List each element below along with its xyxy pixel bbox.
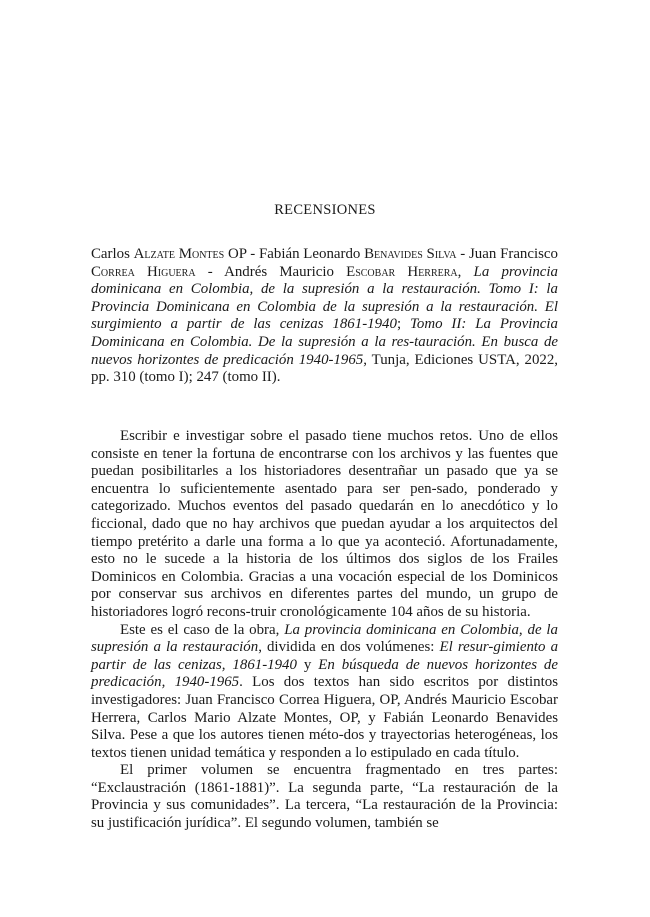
review-paragraph-3: El primer volumen se encuentra fragmentado en tres partes: “Exclaustración (1861-1881)”. La segunda parte, “La restauración de la Provincia y sus comunidades”. La tercera, “La restauración de la Provincia: su justificación jurídica”. El segundo volumen, también se bbox=[91, 762, 558, 832]
book-title-volume-2: Tomo II: La Provincia Dominicana en Colombia. De la supresión a la res-tauración. En busca de nuevos horizontes de predicación 1940-1965 bbox=[91, 316, 558, 368]
title-separator: ; bbox=[396, 316, 410, 333]
publication-details: , Tunja, Ediciones USTA, 2022, pp. 310 (tomo I); 247 (tomo II). bbox=[91, 351, 558, 386]
author-first-name: Fabián Leonardo bbox=[258, 246, 365, 262]
paragraph-text: . Los dos textos han sido escritos por distintos investigadores: Juan Francisco Correa Higuera, OP, Andrés Mauricio Escobar Herrera, Carlos Mario Alzate Montes, OP, y Fabián Leonardo Benavides Silva. Pese a que los autores tienen méto-dos y trayectorias heterogéneas, los textos tienen unidad temática y responden a lo estipulado en cada título. bbox=[91, 674, 558, 761]
author-first-name: Juan Francisco bbox=[469, 246, 558, 262]
review-paragraph-1: Escribir e investigar sobre el pasado tiene muchos retos. Uno de ellos consiste en tener la fortuna de encontrarse con los archivos y las fuentes que puedan posibilitarles a los historiadores desentrañar un pasado que ya se encuentra lo suficientemente asentado para ser pen-sado, ponderado y categorizado. Muchos eventos del pasado quedarán en lo anecdótico y lo ficcional, dado que no hay archivos que puedan ayudar a los arquitectos del tiempo pretérito a darle una forma a lo que ya aconteció. Afortunadamente, esto no le sucede a la historia de los últimos dos siglos de los Frailes Dominicos en Colombia. Gracias a una vocación especial de los Dominicos por conservar sus archivos en diferentes partes del mundo, un grupo de historiadores logró recons-truir cronológicamente 104 años de su historia. bbox=[91, 428, 558, 620]
section-title: RECENSIONES bbox=[274, 202, 376, 218]
book-title-volume-1: La provincia dominicana en Colombia, de la supresión a la restauración. Tomo I: la Provincia Dominicana en Colombia de la supresión a la restauración. El surgimiento a partir de las cenizas 1861-1940 bbox=[91, 263, 558, 333]
author-separator: - bbox=[456, 246, 470, 262]
author-first-name: Carlos bbox=[91, 246, 134, 262]
review-citation bbox=[91, 246, 558, 387]
review-paragraph-2 bbox=[91, 622, 558, 763]
work-title: La provincia dominicana en Colombia, de la supresión a la restauración bbox=[91, 621, 558, 656]
volume-1-title: El resur-gimiento a partir de las cenizas, 1861-1940 bbox=[91, 639, 559, 673]
review-body bbox=[91, 428, 558, 833]
author-separator: , bbox=[457, 263, 474, 280]
author-surname: Escobar Herrera bbox=[346, 263, 458, 280]
paragraph-text: y bbox=[296, 656, 319, 673]
paragraph-text: , dividida en dos volúmenes: bbox=[258, 639, 440, 656]
paragraph-text: Este es el caso de la obra, bbox=[120, 621, 285, 638]
author-surname: Alzate Montes bbox=[133, 246, 225, 262]
author-first-name: Andrés Mauricio bbox=[224, 263, 347, 280]
author-surname: Benavides Silva bbox=[364, 246, 457, 262]
author-separator: OP - bbox=[224, 246, 259, 262]
volume-2-title: En búsqueda de nuevos horizontes de predicación, 1940-1965 bbox=[91, 656, 558, 691]
author-surname: Correa Higuera bbox=[91, 263, 196, 280]
author-separator: - bbox=[195, 263, 225, 280]
